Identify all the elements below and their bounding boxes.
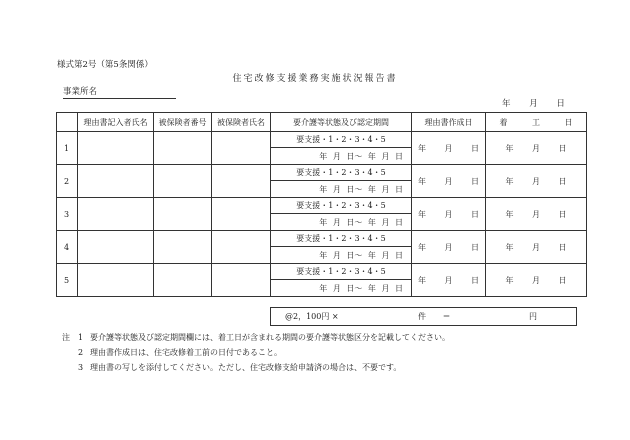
note-number: 1 bbox=[78, 333, 84, 342]
insured-number-cell[interactable] bbox=[154, 198, 212, 231]
yen-label: 円 bbox=[529, 312, 537, 321]
table-row bbox=[57, 264, 587, 280]
writer-name-cell[interactable] bbox=[78, 165, 154, 198]
start-date-cell[interactable]: 年 月 日 bbox=[486, 231, 587, 264]
reason-date-cell[interactable]: 年 月 日 bbox=[412, 264, 486, 297]
certification-period-cell[interactable]: 年 月 日～ 年 月 日 bbox=[271, 280, 412, 297]
note-text: 理由書作成日は、住宅改修着工前の日付であること。 bbox=[90, 348, 282, 357]
header-care-status: 要介護等状態及び認定期間 bbox=[271, 113, 412, 132]
insured-number-cell[interactable] bbox=[154, 165, 212, 198]
writer-name-cell[interactable] bbox=[78, 264, 154, 297]
note-text: 理由書の写しを添付してください。ただし、住宅改修支給申請済の場合は、不要です。 bbox=[90, 363, 402, 372]
note-number: 3 bbox=[78, 363, 84, 372]
office-name-field: 事業所名 bbox=[63, 85, 176, 99]
insured-name-cell[interactable] bbox=[212, 132, 271, 165]
start-date-cell[interactable]: 年 月 日 bbox=[486, 132, 587, 165]
care-level-cell[interactable]: 要支援・1・2・3・4・5 bbox=[271, 132, 412, 148]
insured-number-cell[interactable] bbox=[154, 132, 212, 165]
writer-name-cell[interactable] bbox=[78, 231, 154, 264]
insured-name-cell[interactable] bbox=[212, 264, 271, 297]
note-number: 2 bbox=[78, 348, 84, 357]
document-title: 住宅改修支援業務実施状況報告書 bbox=[232, 74, 398, 84]
insured-name-cell[interactable] bbox=[212, 165, 271, 198]
certification-period-cell[interactable]: 年 月 日～ 年 月 日 bbox=[271, 247, 412, 264]
insured-number-cell[interactable] bbox=[154, 231, 212, 264]
report-date: 年 月 日 bbox=[502, 99, 565, 109]
fee-calculation-box bbox=[270, 307, 577, 326]
note-prefix: 注 bbox=[62, 333, 70, 342]
notes-section bbox=[62, 330, 450, 375]
reason-date-cell[interactable]: 年 月 日 bbox=[412, 198, 486, 231]
row-number: 4 bbox=[57, 231, 78, 264]
care-level-cell[interactable]: 要支援・1・2・3・4・5 bbox=[271, 198, 412, 214]
form-number-label: 様式第2号（第5条関係） bbox=[57, 60, 153, 70]
table-body bbox=[57, 132, 587, 297]
insured-number-cell[interactable] bbox=[154, 264, 212, 297]
start-date-cell[interactable]: 年 月 日 bbox=[486, 198, 587, 231]
care-level-cell[interactable]: 要支援・1・2・3・4・5 bbox=[271, 165, 412, 181]
header-insured-name: 被保険者氏名 bbox=[212, 113, 271, 132]
row-number: 1 bbox=[57, 132, 78, 165]
header-insured-number: 被保険者番号 bbox=[154, 113, 212, 132]
table-row bbox=[57, 198, 587, 214]
certification-period-cell[interactable]: 年 月 日～ 年 月 日 bbox=[271, 214, 412, 231]
header-reason-date: 理由書作成日 bbox=[412, 113, 486, 132]
writer-name-cell[interactable] bbox=[78, 132, 154, 165]
certification-period-cell[interactable]: 年 月 日～ 年 月 日 bbox=[271, 148, 412, 165]
table-header-row bbox=[57, 113, 587, 132]
reason-date-cell[interactable]: 年 月 日 bbox=[412, 132, 486, 165]
row-number: 3 bbox=[57, 198, 78, 231]
note-text: 要介護等状態及び認定期間欄には、着工日が含まれる期間の要介護等状態区分を記載してください。 bbox=[90, 333, 450, 342]
row-number: 5 bbox=[57, 264, 78, 297]
note-item bbox=[62, 345, 450, 360]
care-level-cell[interactable]: 要支援・1・2・3・4・5 bbox=[271, 264, 412, 280]
start-date-cell[interactable]: 年 月 日 bbox=[486, 165, 587, 198]
header-writer-name: 理由書記入者氏名 bbox=[78, 113, 154, 132]
reason-date-cell[interactable]: 年 月 日 bbox=[412, 231, 486, 264]
count-label: 件 ＝ bbox=[418, 312, 451, 321]
insured-name-cell[interactable] bbox=[212, 231, 271, 264]
report-table bbox=[56, 112, 587, 297]
start-date-cell[interactable]: 年 月 日 bbox=[486, 264, 587, 297]
note-item bbox=[62, 360, 450, 375]
table-row bbox=[57, 231, 587, 247]
row-number: 2 bbox=[57, 165, 78, 198]
writer-name-cell[interactable] bbox=[78, 198, 154, 231]
insured-name-cell[interactable] bbox=[212, 198, 271, 231]
header-start-date: 着 工 日 bbox=[486, 113, 587, 132]
unit-price-label: @2，100円 × bbox=[285, 312, 339, 321]
reason-date-cell[interactable]: 年 月 日 bbox=[412, 165, 486, 198]
header-row-number bbox=[57, 113, 78, 132]
note-item bbox=[62, 330, 450, 345]
table-row bbox=[57, 132, 587, 148]
table-row bbox=[57, 165, 587, 181]
certification-period-cell[interactable]: 年 月 日～ 年 月 日 bbox=[271, 181, 412, 198]
care-level-cell[interactable]: 要支援・1・2・3・4・5 bbox=[271, 231, 412, 247]
